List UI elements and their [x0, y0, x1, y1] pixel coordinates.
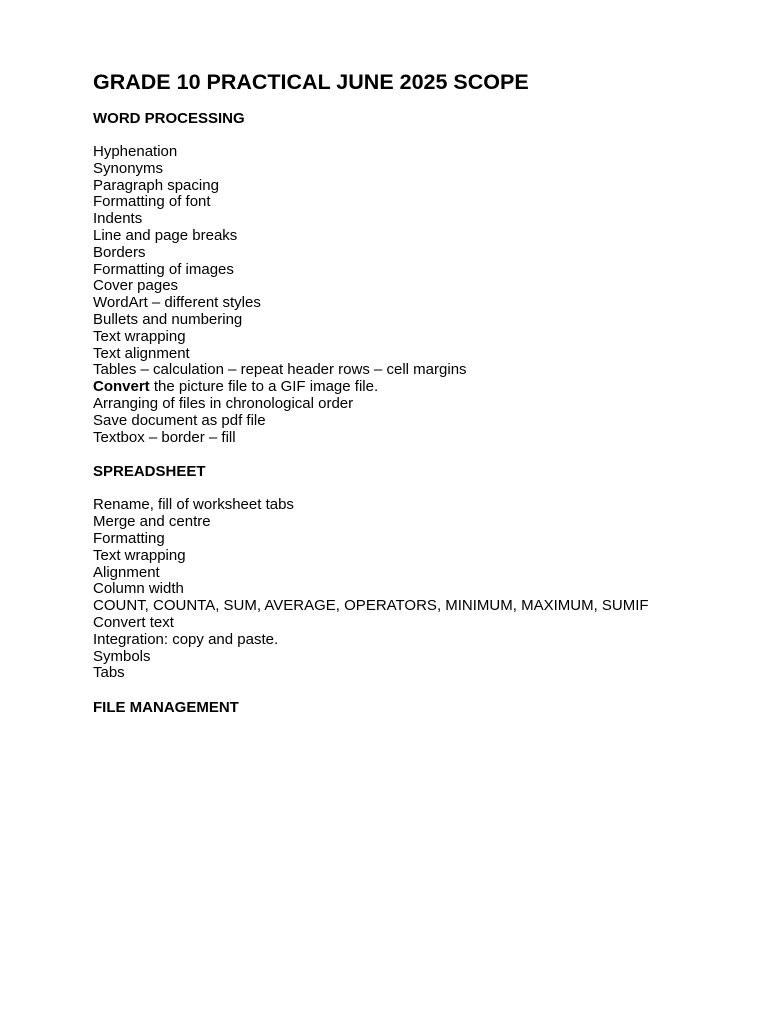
list-item-text: Hyphenation — [93, 143, 178, 160]
section-spreadsheet — [93, 463, 753, 682]
list-item-text: Text alignment — [93, 344, 190, 362]
list-item-text: Text wrapping — [93, 327, 186, 345]
list-item-text: Save document as pdf file — [93, 411, 266, 429]
list-item — [93, 615, 753, 632]
list-item-text: COUNT, COUNTA, SUM, AVERAGE, OPERATORS, MINIMUM, MAXIMUM, SUMIF — [93, 597, 649, 615]
section-heading: SPREADSHEET — [93, 463, 206, 481]
list-item — [93, 632, 753, 649]
list-item-text: Integration: copy and paste. — [93, 630, 279, 648]
section-file-management — [93, 699, 753, 716]
list-item — [93, 211, 753, 228]
list-item — [93, 430, 753, 447]
list-item — [93, 665, 753, 682]
list-item-text: Paragraph spacing — [93, 176, 219, 194]
list-item — [93, 178, 753, 195]
list-item — [93, 295, 753, 312]
list-item-text: Convert text — [93, 613, 174, 631]
list-item-text: Arranging of files in chronological order — [93, 394, 354, 412]
list-item — [93, 514, 753, 531]
list-item-text: Text wrapping — [93, 546, 186, 564]
list-item-text: Tabs — [93, 664, 125, 682]
list-item-text: Synonyms — [93, 159, 164, 177]
list-item — [93, 144, 753, 161]
list-item — [93, 531, 753, 548]
list-item-text: Formatting of images — [93, 260, 234, 278]
list-item-text: Formatting — [93, 529, 165, 547]
list-item-text: Line and page breaks — [93, 226, 238, 244]
list-item — [93, 379, 753, 396]
list-item-text: Alignment — [93, 563, 160, 581]
list-item — [93, 649, 753, 666]
list-item-text: Rename, fill of worksheet tabs — [93, 496, 294, 514]
section-heading: FILE MANAGEMENT — [93, 699, 239, 717]
document-title: GRADE 10 PRACTICAL JUNE 2025 SCOPE — [93, 70, 529, 94]
document-page — [93, 68, 753, 733]
list-item — [93, 413, 753, 430]
list-item — [93, 262, 753, 279]
list-item-text: Column width — [93, 580, 184, 598]
list-item-text: WordArt – different styles — [93, 294, 261, 312]
list-item — [93, 548, 753, 565]
list-item — [93, 194, 753, 211]
list-item — [93, 581, 753, 598]
list-item — [93, 278, 753, 295]
list-item — [93, 362, 753, 379]
list-item-text: Textbox – border – fill — [93, 428, 236, 446]
list-item — [93, 565, 753, 582]
list-item — [93, 396, 753, 413]
list-item — [93, 161, 753, 178]
list-item-text: Bullets and numbering — [93, 310, 243, 328]
list-item — [93, 598, 753, 615]
section-heading: WORD PROCESSING — [93, 110, 245, 127]
list-item — [93, 497, 753, 514]
list-item — [93, 329, 753, 346]
list-item-text: Borders — [93, 243, 146, 261]
list-item — [93, 312, 753, 329]
list-item-text: Tables – calculation – repeat header rows – cell margins — [93, 361, 467, 379]
list-item-text: Cover pages — [93, 277, 179, 295]
list-item-text: Indents — [93, 210, 143, 228]
section-item-list — [93, 497, 753, 682]
list-item-bold-text: Convert — [93, 378, 150, 396]
section-item-list — [93, 144, 753, 446]
list-item — [93, 228, 753, 245]
document-sections — [93, 110, 753, 716]
list-item-text: the picture file to a GIF image file. — [149, 378, 379, 396]
list-item — [93, 245, 753, 262]
list-item-text: Formatting of font — [93, 193, 211, 211]
list-item-text: Merge and centre — [93, 513, 211, 531]
list-item-text: Symbols — [93, 647, 151, 665]
section-word-processing — [93, 110, 753, 446]
list-item — [93, 346, 753, 363]
